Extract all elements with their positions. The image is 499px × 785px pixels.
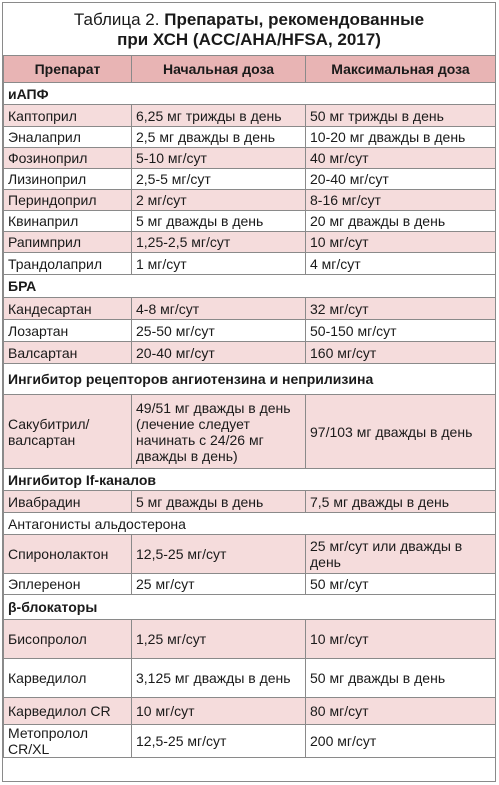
section-row xyxy=(4,595,496,620)
start-dose-cell: 20-40 мг/сут xyxy=(132,342,306,364)
drug-name-cell: Валсартан xyxy=(4,342,132,364)
table-row xyxy=(4,232,496,253)
table-row xyxy=(4,342,496,364)
table-row xyxy=(4,148,496,169)
table-row xyxy=(4,190,496,211)
section-title: иАПФ xyxy=(4,83,496,105)
start-dose-cell: 12,5-25 мг/сут xyxy=(132,535,306,574)
start-dose-cell: 2,5-5 мг/сут xyxy=(132,169,306,190)
max-dose-cell: 80 мг/сут xyxy=(306,698,496,725)
start-dose-cell: 10 мг/сут xyxy=(132,698,306,725)
start-dose-cell: 25-50 мг/сут xyxy=(132,320,306,342)
max-dose-cell: 8-16 мг/сут xyxy=(306,190,496,211)
caption-line-2: при ХСН (ACC/AHA/HFSA, 2017) xyxy=(117,30,381,49)
section-title: БРА xyxy=(4,275,496,298)
max-dose-cell: 50 мг трижды в день xyxy=(306,105,496,127)
max-dose-cell: 97/103 мг дважды в день xyxy=(306,395,496,469)
table-row xyxy=(4,620,496,659)
table-caption xyxy=(3,3,495,55)
drug-name-cell: Квинаприл xyxy=(4,211,132,232)
section-title: Ингибитор If-каналов xyxy=(4,469,496,491)
start-dose-cell: 2,5 мг дважды в день xyxy=(132,127,306,148)
section-title: Антагонисты альдостерона xyxy=(4,513,496,535)
drug-name-cell: Ивабрадин xyxy=(4,491,132,513)
drug-name-cell: Бисопролол xyxy=(4,620,132,659)
table-figure xyxy=(2,2,496,782)
max-dose-cell: 40 мг/сут xyxy=(306,148,496,169)
drug-name-cell: Метопролол CR/XL xyxy=(4,725,132,758)
caption-prefix: Таблица 2. xyxy=(73,10,160,29)
start-dose-cell: 4-8 мг/сут xyxy=(132,298,306,320)
section-row xyxy=(4,275,496,298)
table-row xyxy=(4,725,496,758)
table-row xyxy=(4,491,496,513)
table-body xyxy=(4,83,496,758)
max-dose-cell: 20-40 мг/сут xyxy=(306,169,496,190)
section-row xyxy=(4,469,496,491)
drug-name-cell: Лозартан xyxy=(4,320,132,342)
start-dose-cell: 25 мг/сут xyxy=(132,574,306,595)
start-dose-cell: 5 мг дважды в день xyxy=(132,491,306,513)
start-dose-cell: 1 мг/сут xyxy=(132,253,306,275)
table-row xyxy=(4,659,496,698)
drug-name-cell: Периндоприл xyxy=(4,190,132,211)
drug-dose-table xyxy=(3,55,496,758)
max-dose-cell: 4 мг/сут xyxy=(306,253,496,275)
header-max-dose: Максимальная доза xyxy=(306,56,496,83)
table-row xyxy=(4,169,496,190)
table-row xyxy=(4,574,496,595)
section-row xyxy=(4,83,496,105)
drug-name-cell: Карведилол xyxy=(4,659,132,698)
drug-name-cell: Лизиноприл xyxy=(4,169,132,190)
start-dose-cell: 12,5-25 мг/сут xyxy=(132,725,306,758)
header-start-dose: Начальная доза xyxy=(132,56,306,83)
table-row xyxy=(4,253,496,275)
caption-line-1 xyxy=(3,10,495,30)
header-drug: Препарат xyxy=(4,56,132,83)
start-dose-cell: 5 мг дважды в день xyxy=(132,211,306,232)
drug-name-cell: Трандолаприл xyxy=(4,253,132,275)
max-dose-cell: 160 мг/сут xyxy=(306,342,496,364)
start-dose-cell: 1,25 мг/сут xyxy=(132,620,306,659)
start-dose-cell: 5-10 мг/сут xyxy=(132,148,306,169)
section-row xyxy=(4,513,496,535)
max-dose-cell: 50 мг дважды в день xyxy=(306,659,496,698)
start-dose-cell: 3,125 мг дважды в день xyxy=(132,659,306,698)
start-dose-cell: 2 мг/сут xyxy=(132,190,306,211)
start-dose-cell: 49/51 мг дважды в день (лечение следует начинать с 24/26 мг дважды в день) xyxy=(132,395,306,469)
section-row xyxy=(4,364,496,395)
caption-title: Препараты, рекомендованные xyxy=(164,10,425,29)
max-dose-cell: 10 мг/сут xyxy=(306,620,496,659)
max-dose-cell: 200 мг/сут xyxy=(306,725,496,758)
drug-name-cell: Карведилол CR xyxy=(4,698,132,725)
max-dose-cell: 7,5 мг дважды в день xyxy=(306,491,496,513)
table-row xyxy=(4,395,496,469)
start-dose-cell: 6,25 мг трижды в день xyxy=(132,105,306,127)
table-row xyxy=(4,105,496,127)
drug-name-cell: Эналаприл xyxy=(4,127,132,148)
drug-name-cell: Каптоприл xyxy=(4,105,132,127)
max-dose-cell: 50-150 мг/сут xyxy=(306,320,496,342)
max-dose-cell: 10-20 мг дважды в день xyxy=(306,127,496,148)
max-dose-cell: 25 мг/сут или дважды в день xyxy=(306,535,496,574)
table-row xyxy=(4,127,496,148)
start-dose-cell: 1,25-2,5 мг/сут xyxy=(132,232,306,253)
max-dose-cell: 32 мг/сут xyxy=(306,298,496,320)
drug-name-cell: Сакубитрил/ валсартан xyxy=(4,395,132,469)
table-row xyxy=(4,211,496,232)
max-dose-cell: 10 мг/сут xyxy=(306,232,496,253)
drug-name-cell: Спиронолактон xyxy=(4,535,132,574)
max-dose-cell: 20 мг дважды в день xyxy=(306,211,496,232)
table-row xyxy=(4,320,496,342)
header-row xyxy=(4,56,496,83)
max-dose-cell: 50 мг/сут xyxy=(306,574,496,595)
drug-name-cell: Фозиноприл xyxy=(4,148,132,169)
table-row xyxy=(4,298,496,320)
drug-name-cell: Кандесартан xyxy=(4,298,132,320)
section-title: Ингибитор рецепторов ангиотензина и неприлизина xyxy=(4,364,496,395)
section-title: β-блокаторы xyxy=(4,595,496,620)
drug-name-cell: Эплеренон xyxy=(4,574,132,595)
drug-name-cell: Рапимприл xyxy=(4,232,132,253)
table-row xyxy=(4,698,496,725)
table-row xyxy=(4,535,496,574)
